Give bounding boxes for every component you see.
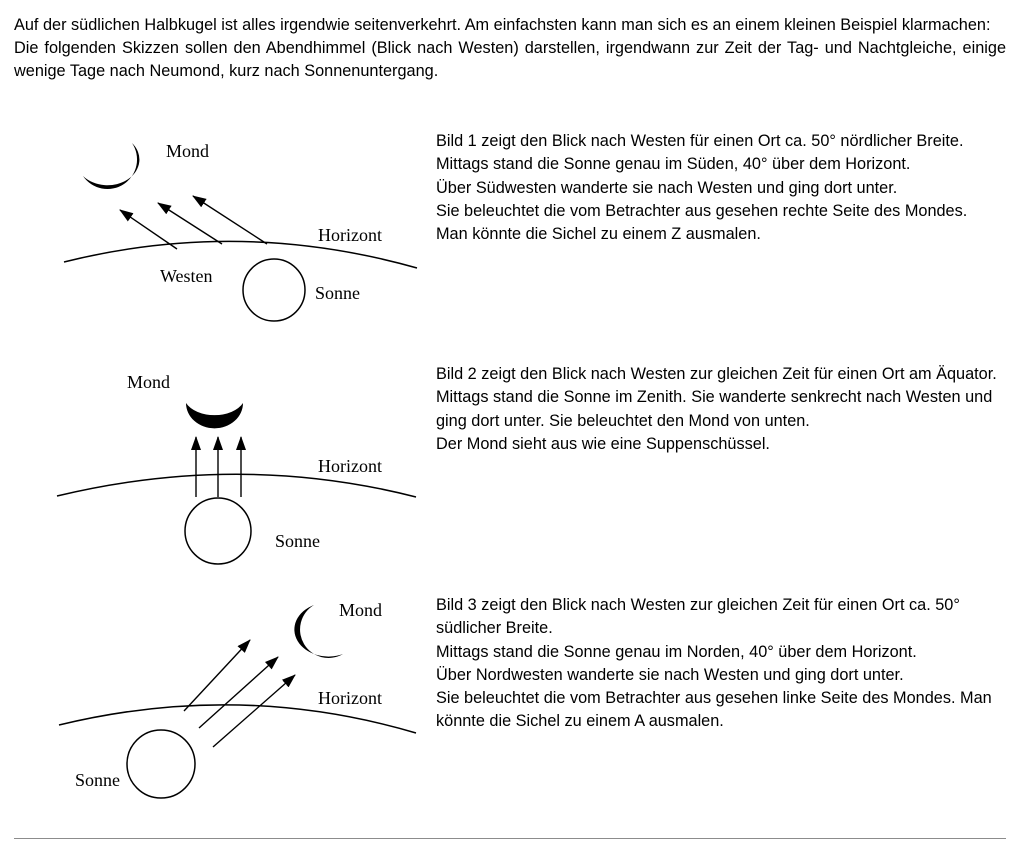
light-ray-arrow <box>213 675 295 747</box>
figure-2-description <box>436 363 1002 456</box>
horizon-line <box>57 474 416 497</box>
horizon-label: Horizont <box>318 225 382 245</box>
description-line: Über Nordwesten wanderte sie nach Westen und ging dort unter. <box>436 665 904 684</box>
description-line: Mittags stand die Sonne im Zenith. Sie wanderte senkrecht nach Westen und ging dort unter. Sie beleuchtet den Mond von unten. <box>436 388 993 430</box>
horizon-line <box>64 241 417 268</box>
horizontal-divider <box>14 838 1006 839</box>
sun-circle <box>243 259 305 321</box>
moon-label: Mond <box>339 600 383 620</box>
horizon-label: Horizont <box>318 456 382 476</box>
description-line: Sie beleuchtet die vom Betrachter aus gesehen rechte Seite des Mondes. Man könnte die Sichel zu einem Z ausmalen. <box>436 201 968 244</box>
horizon-line <box>59 705 416 733</box>
light-ray-arrow <box>120 210 177 249</box>
figure-2-sketch <box>0 360 430 580</box>
moon-crescent-icon <box>83 143 139 189</box>
intro-paragraph-1: Auf der südlichen Halbkugel ist alles irgendwie seitenverkehrt. Am einfachsten kann man sich es an einem kleinen Beispiel klarmachen: <box>14 16 991 34</box>
intro-text <box>14 14 1006 83</box>
light-ray-arrow <box>199 657 278 728</box>
description-line: Bild 3 zeigt den Blick nach Westen zur gleichen Zeit für einen Ort ca. 50° südlicher Breite. <box>436 596 960 638</box>
figure-3-sketch <box>0 590 430 810</box>
horizon-label: Horizont <box>318 688 382 708</box>
light-ray-arrow <box>184 640 250 711</box>
west-label: Westen <box>160 266 213 286</box>
figure-3-description <box>436 594 1002 734</box>
description-line: Bild 1 zeigt den Blick nach Westen für einen Ort ca. 50° nördlicher Breite. <box>436 132 964 150</box>
moon-label: Mond <box>166 141 210 161</box>
description-line: Bild 2 zeigt den Blick nach Westen zur gleichen Zeit für einen Ort am Äquator. <box>436 365 997 383</box>
description-line: Mittags stand die Sonne genau im Norden, 40° über dem Horizont. <box>436 642 917 661</box>
sun-label: Sonne <box>275 531 320 551</box>
description-line: Mittags stand die Sonne genau im Süden, 40° über dem Horizont. <box>436 155 911 174</box>
figure-1-sketch <box>0 120 430 340</box>
sun-circle <box>185 498 251 564</box>
description-line: Sie beleuchtet die vom Betrachter aus gesehen linke Seite des Mondes. Man könnte die Sichel zu einem A ausmalen. <box>436 689 992 731</box>
moon-crescent-icon <box>294 605 343 658</box>
description-line: Über Südwesten wanderte sie nach Westen und ging dort unter. <box>436 178 898 197</box>
figure-1-description <box>436 130 1002 246</box>
light-ray-arrow <box>193 196 267 244</box>
sun-label: Sonne <box>75 770 120 790</box>
moon-crescent-icon <box>186 403 243 428</box>
sun-label: Sonne <box>315 283 360 303</box>
moon-label: Mond <box>127 372 171 392</box>
description-line: Der Mond sieht aus wie eine Suppenschüssel. <box>436 434 770 453</box>
sun-circle <box>127 730 195 798</box>
intro-paragraph-2: Die folgenden Skizzen sollen den Abendhimmel (Blick nach Westen) darstellen, irgendwann zur Zeit der Tag- und Nachtgleiche, einige wenige Tage nach Neumond, kurz nach Sonnenuntergang. <box>14 39 1006 80</box>
